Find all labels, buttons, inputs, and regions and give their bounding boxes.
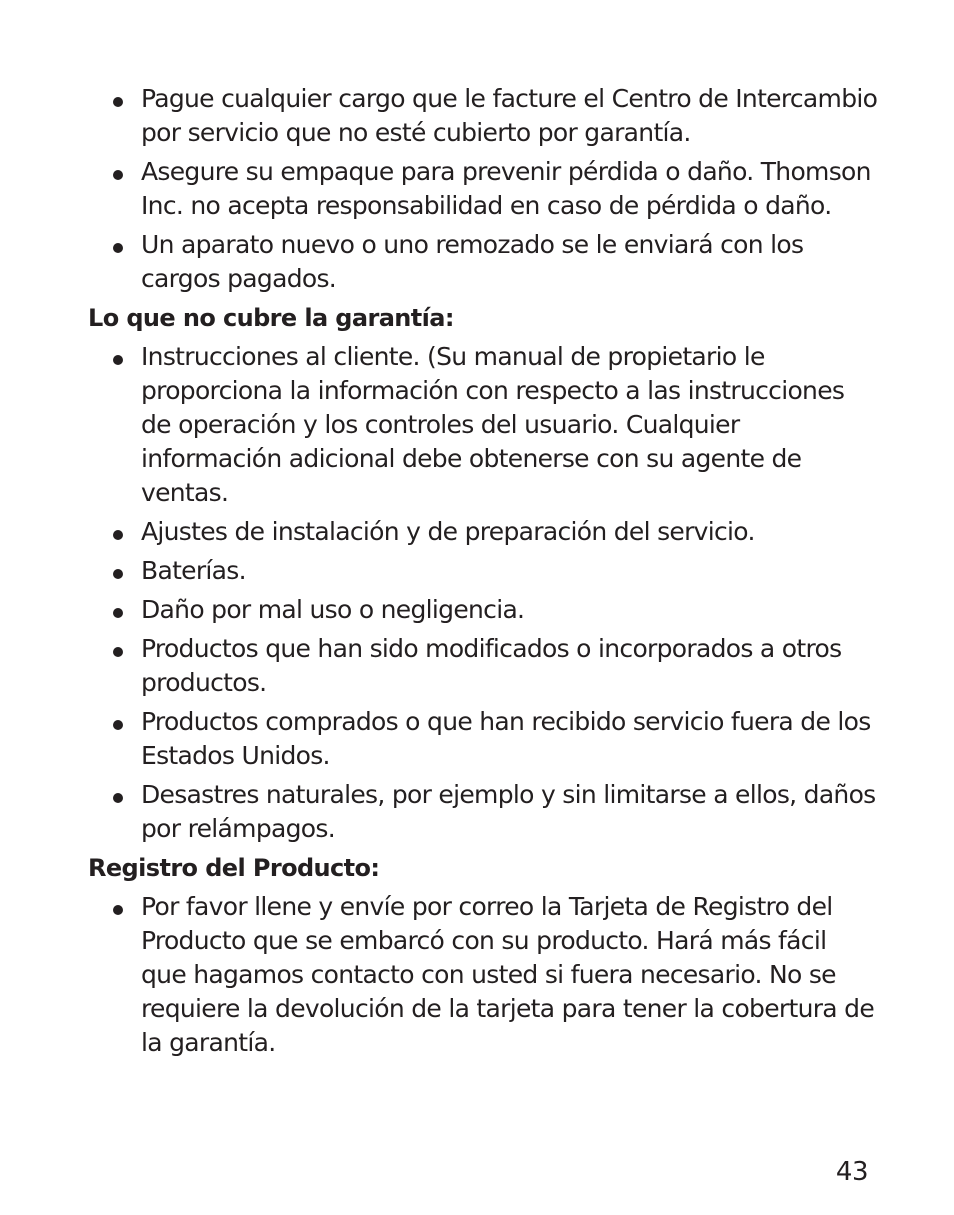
bullet-icon [113,243,123,253]
list-item-text: Daño por mal uso o negligencia. [141,595,525,624]
list-item [141,554,878,588]
list-item [141,82,878,150]
list-item [141,593,878,627]
list-item-text: Baterías. [141,556,246,585]
list-item-text: Por favor llene y envíe por correo la Tarjeta de Registro del Producto que se embarcó con su producto. Hará más fácil que hagamos contacto con usted si fuera necesario. No se requiere la devolución de la tarjeta para tener la cobertura de la garantía. [141,892,875,1057]
list-item [141,890,878,1060]
page-number: 43 [835,1157,868,1187]
list-item-text: Asegure su empaque para prevenir pérdida o daño. Thomson Inc. no acepta responsabilidad en caso de pérdida o daño. [141,157,871,220]
bullet-icon [113,355,123,365]
list-item [141,778,878,846]
bullet-list-service-conditions [88,82,878,296]
bullet-list-product-registration [88,890,878,1060]
bullet-icon [113,97,123,107]
list-item [141,515,878,549]
list-item-text: Productos comprados o que han recibido servicio fuera de los Estados Unidos. [141,707,871,770]
bullet-icon [113,720,123,730]
bullet-icon [113,170,123,180]
list-item [141,705,878,773]
list-item-text: Instrucciones al cliente. (Su manual de propietario le proporciona la información con respecto a las instrucciones de operación y los controles del usuario. Cualquier información adicional debe obtenerse con su agente de ventas. [141,342,845,507]
bullet-icon [113,530,123,540]
section-heading-product-registration: Registro del Producto: [88,854,380,882]
list-item [141,228,878,296]
list-item [141,340,878,510]
list-item-text: Un aparato nuevo o uno remozado se le enviará con los cargos pagados. [141,230,804,293]
section-heading-not-covered: Lo que no cubre la garantía: [88,304,454,332]
bullet-icon [113,647,123,657]
list-item [141,155,878,223]
bullet-icon [113,569,123,579]
bullet-icon [113,608,123,618]
list-item-text: Desastres naturales, por ejemplo y sin limitarse a ellos, daños por relámpagos. [141,780,876,843]
bullet-list-not-covered [88,340,878,846]
bullet-icon [113,905,123,915]
bullet-icon [113,793,123,803]
list-item-text: Ajustes de instalación y de preparación del servicio. [141,517,755,546]
list-item-text: Pague cualquier cargo que le facture el Centro de Intercambio por servicio que no esté cubierto por garantía. [141,84,878,147]
page-content [88,82,878,1065]
list-item [141,632,878,700]
list-item-text: Productos que han sido modificados o incorporados a otros productos. [141,634,842,697]
